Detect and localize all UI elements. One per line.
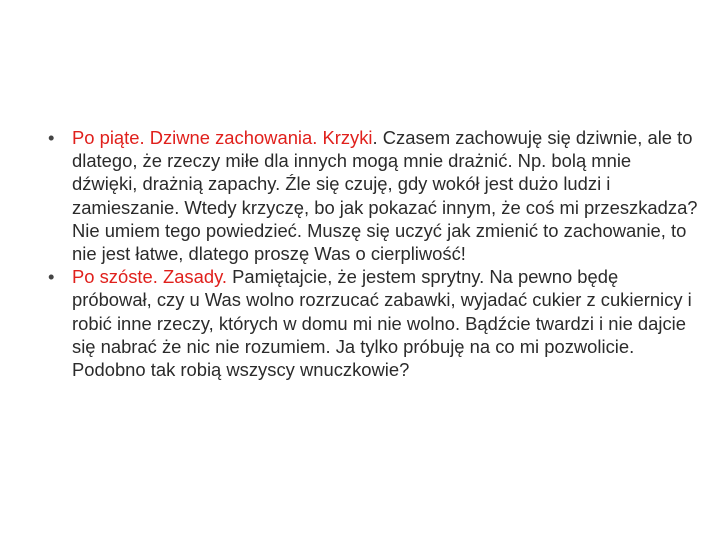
bullet-list: [48, 126, 698, 381]
bullet-item-sixth: [48, 265, 698, 381]
bullet-marker: •: [48, 127, 55, 148]
bullet-heading: Po piąte. Dziwne zachowania. Krzyki: [72, 127, 373, 148]
bullet-item-fifth: [48, 126, 698, 265]
bullet-heading: Po szóste. Zasady.: [72, 266, 228, 288]
slide-content: [48, 126, 698, 381]
bullet-text: Pamiętajcie, że jestem sprytny. Na pewno będę próbował, czy u Was wolno rozrzucać zabawki, wyjadać cukier z cukiernicy i robić inne rzeczy, których w domu mi nie wolno. Bądźcie twardzi i nie dajcie się nabrać że nic nie rozumiem. Ja tylko próbuję na co mi pozwolicie. Podobno tak robią wszyscy wnuczkowie?: [72, 266, 692, 381]
bullet-text: . Czasem zachowuję się dziwnie, ale to dlatego, że rzeczy miłe dla innych mogą mnie drażnić. Np. bolą mnie dźwięki, drażnią zapachy. Źle się czuję, gdy wokół jest dużo ludzi i zamieszanie. Wtedy krzyczę, bo jak pokazać innym, że coś mi przeszkadza? Nie umiem tego powiedzieć. Muszę się uczyć jak zmienić to zachowanie, to nie jest łatwe, dlatego proszę Was o cierpliwość!: [72, 127, 698, 265]
bullet-marker: •: [48, 266, 55, 288]
